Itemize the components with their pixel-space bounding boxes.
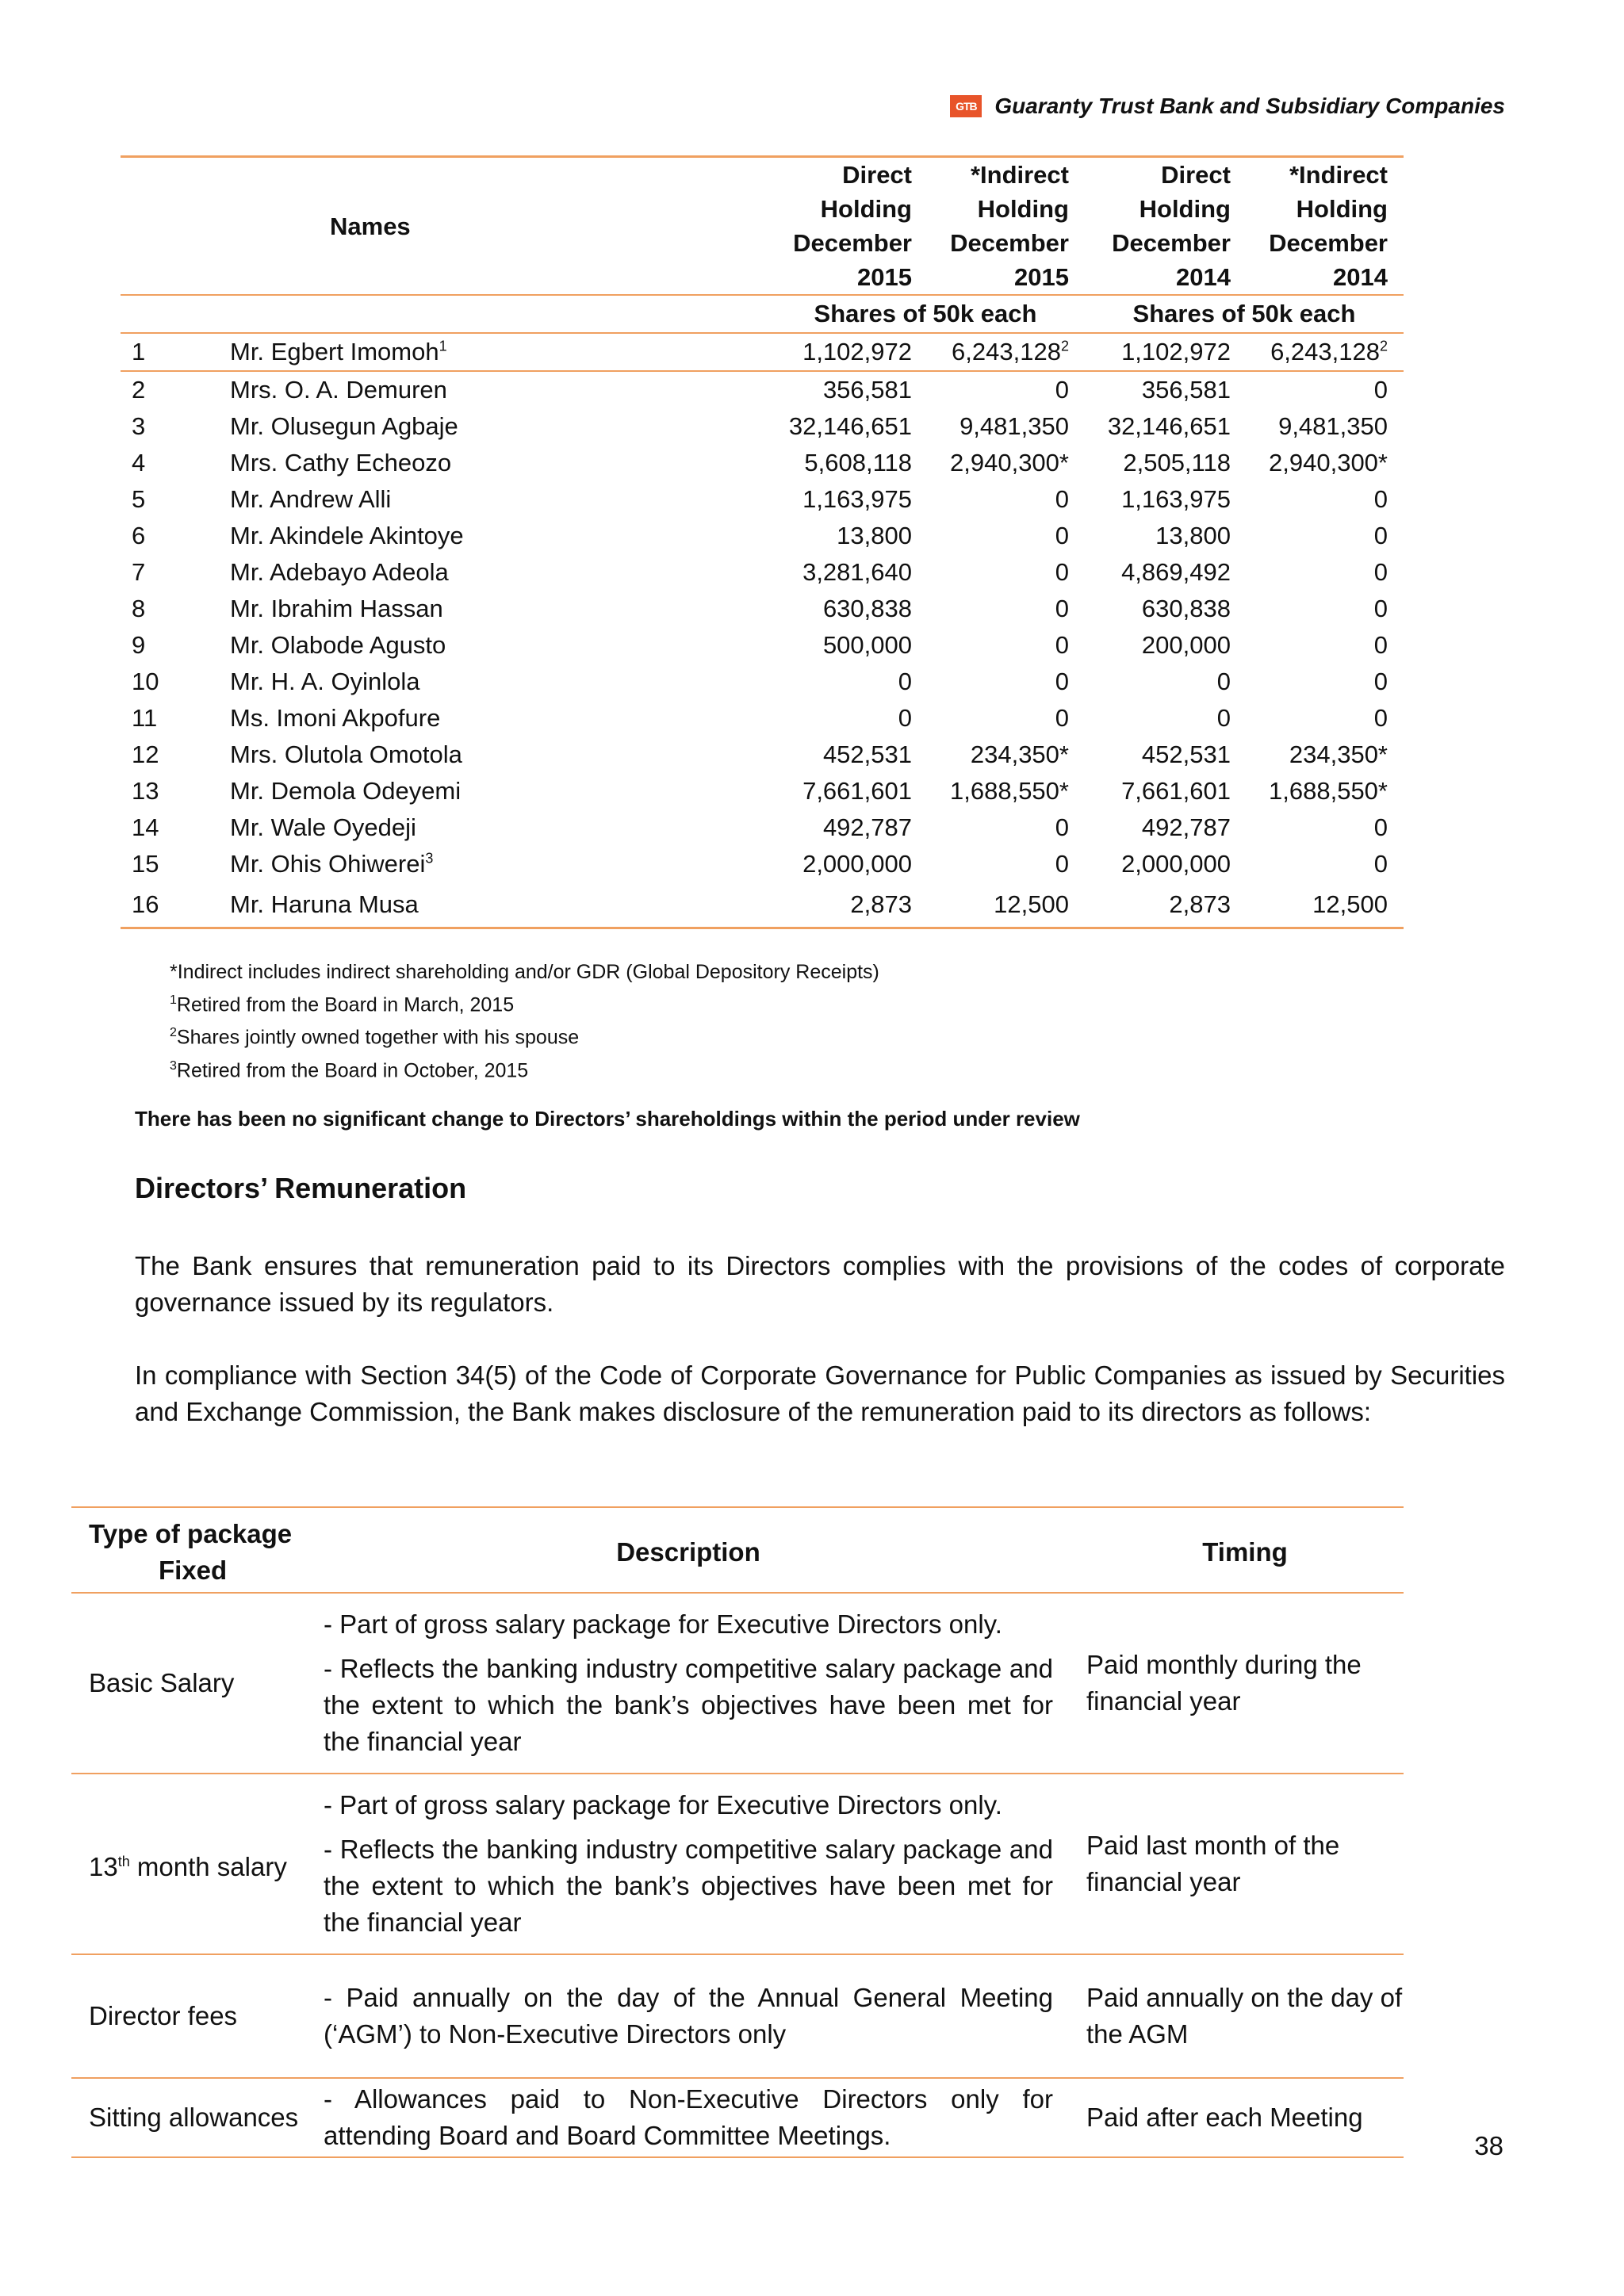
indirect-2014 — [1247, 333, 1404, 371]
direct-2015: 452,531 — [822, 740, 912, 768]
paragraph: The Bank ensures that remuneration paid to its Directors complies with the provisions of the codes of corporate governance issued by its regulators. — [135, 1251, 1505, 1317]
table-row — [71, 2078, 1404, 2157]
indirect-2015 — [928, 481, 1085, 518]
units-2015: Shares of 50k each — [766, 295, 1085, 333]
direct-2014: 7,661,601 — [1121, 777, 1231, 805]
cell-text: 0 — [1055, 850, 1069, 878]
cell-text: Mr. Olusegun Agbaje — [230, 412, 458, 440]
footnote — [170, 1019, 879, 1051]
holdings-units-row — [121, 295, 1404, 333]
description-line: - Reflects the banking industry competitive salary package and the extent to which the bank’s objectives have been met for the financial year — [324, 1654, 1053, 1756]
direct-2014: 4,869,492 — [1121, 558, 1231, 586]
cell-text: 0 — [1055, 704, 1069, 732]
cell-text: Ms. Imoni Akpofure — [230, 704, 441, 732]
indirect-2015 — [928, 737, 1085, 773]
indirect-2015 — [928, 554, 1085, 591]
table-row — [121, 445, 1404, 481]
cell-text: 0 — [1055, 668, 1069, 695]
package-timing: Paid annually on the day of the AGM — [1086, 1983, 1403, 2049]
row-number: 12 — [132, 740, 159, 768]
indirect-2014 — [1247, 664, 1404, 700]
header-description: Description — [616, 1537, 760, 1567]
cell-text: Mr. Olabode Agusto — [230, 631, 446, 659]
indirect-2015 — [928, 445, 1085, 481]
page-header — [950, 94, 1505, 119]
indirect-2015 — [928, 846, 1085, 882]
table-row — [121, 554, 1404, 591]
cell-text: Mr. Ibrahim Hassan — [230, 595, 443, 622]
cell-text: 0 — [1373, 522, 1388, 549]
header-title: Guaranty Trust Bank and Subsidiary Companies — [994, 94, 1505, 118]
row-number: 5 — [132, 485, 146, 513]
director-name — [230, 882, 766, 928]
cell-text: 234,350* — [1289, 740, 1388, 768]
header-direct-2014: Direct Holding December 2014 — [1112, 161, 1231, 291]
direct-2015: 1,102,972 — [766, 333, 928, 371]
row-number: 16 — [121, 882, 230, 928]
package-type-text: Basic Salary — [89, 1668, 235, 1697]
direct-2015: 3,281,640 — [802, 558, 912, 586]
row-number: 15 — [132, 850, 159, 878]
direct-2015: 5,608,118 — [804, 449, 912, 476]
superscript: 2 — [1060, 338, 1069, 354]
footnote — [170, 1052, 879, 1085]
cell-text: 1,688,550* — [1269, 777, 1388, 805]
cell-text: Mrs. O. A. Demuren — [230, 376, 447, 404]
cell-text: Mr. Akindele Akintoye — [230, 522, 464, 549]
cell-text: 0 — [1373, 376, 1388, 404]
indirect-2014 — [1247, 737, 1404, 773]
package-type-text: 13 — [89, 1851, 118, 1881]
cell-text: 0 — [1055, 558, 1069, 586]
description-line: - Paid annually on the day of the Annual General Meeting (‘AGM’) to Non-Executive Directors only — [324, 1983, 1053, 2049]
director-name — [230, 554, 766, 591]
header-type-of-package: Type of package Fixed — [89, 1519, 293, 1585]
indirect-2014 — [1247, 773, 1404, 809]
indirect-2015 — [928, 371, 1085, 408]
indirect-2014 — [1247, 882, 1404, 928]
footnotes — [170, 958, 879, 1085]
package-type — [71, 1593, 324, 1774]
row-number: 3 — [132, 412, 146, 440]
director-name — [230, 700, 766, 737]
row-number: 8 — [132, 595, 146, 622]
direct-2015: 13,800 — [837, 522, 912, 549]
indirect-2014 — [1247, 809, 1404, 846]
row-number: 7 — [132, 558, 146, 586]
footnote-text: Retired from the Board in October, 2015 — [176, 1058, 529, 1081]
cell-text: Mrs. Olutola Omotola — [230, 740, 462, 768]
table-row — [121, 664, 1404, 700]
cell-text: Mr. Egbert Imomoh — [230, 338, 439, 365]
footnote-marker: 1 — [170, 993, 177, 1007]
indirect-2014 — [1247, 700, 1404, 737]
direct-2015: 2,000,000 — [802, 850, 912, 878]
direct-2014: 1,102,972 — [1085, 333, 1247, 371]
cell-text: 0 — [1373, 485, 1388, 513]
indirect-2015 — [928, 518, 1085, 554]
direct-2015: 356,581 — [822, 376, 912, 404]
footnote — [170, 986, 879, 1019]
description-line: - Part of gross salary package for Executive Directors only. — [324, 1790, 1002, 1820]
package-type-text: Sitting allowances — [89, 2103, 299, 2132]
description-line: - Allowances paid to Non-Executive Directors only for attending Board and Board Committee Meetings. — [324, 2084, 1053, 2150]
holdings-body — [121, 333, 1404, 928]
superscript: th — [117, 1853, 130, 1869]
cell-text: Mr. Andrew Alli — [230, 485, 392, 513]
cell-text: Mr. Haruna Musa — [230, 890, 419, 918]
table-row — [121, 408, 1404, 445]
cell-text: 0 — [1373, 704, 1388, 732]
director-name — [230, 809, 766, 846]
no-change-note: There has been no significant change to Directors’ shareholdings within the period under review — [135, 1107, 1080, 1131]
row-number: 10 — [132, 668, 159, 695]
cell-text: 6,243,128 — [952, 338, 1061, 365]
direct-2014: 2,505,118 — [1123, 449, 1231, 476]
direct-2015: 2,873 — [766, 882, 928, 928]
director-name — [230, 627, 766, 664]
indirect-2015 — [928, 627, 1085, 664]
director-name — [230, 481, 766, 518]
director-name — [230, 846, 766, 882]
footnote — [170, 958, 879, 986]
cell-text: 12,500 — [1312, 890, 1388, 918]
indirect-2015 — [928, 700, 1085, 737]
cell-text: 0 — [1055, 522, 1069, 549]
row-number: 13 — [132, 777, 159, 805]
director-name — [230, 408, 766, 445]
row-number: 14 — [132, 813, 159, 841]
footnote-marker: 2 — [170, 1026, 177, 1040]
row-number: 2 — [132, 376, 146, 404]
indirect-2015 — [928, 664, 1085, 700]
indirect-2014 — [1247, 371, 1404, 408]
indirect-2014 — [1247, 591, 1404, 627]
table-row — [121, 700, 1404, 737]
cell-text: 12,500 — [994, 890, 1069, 918]
table-row — [71, 1954, 1404, 2078]
package-description — [324, 1593, 1071, 1774]
package-type — [71, 1774, 324, 1954]
row-number: 4 — [132, 449, 146, 476]
remuneration-header-row — [71, 1507, 1404, 1593]
director-name — [230, 518, 766, 554]
package-description — [324, 2078, 1071, 2157]
row-number: 6 — [132, 522, 146, 549]
superscript: 3 — [425, 850, 434, 867]
cell-text: Mr. Wale Oyedeji — [230, 813, 416, 841]
package-timing: Paid last month of the financial year — [1086, 1831, 1340, 1896]
table-row — [121, 627, 1404, 664]
remuneration-table — [71, 1506, 1404, 2158]
indirect-2015 — [928, 408, 1085, 445]
direct-2015: 7,661,601 — [802, 777, 912, 805]
cell-text: Mrs. Cathy Echeozo — [230, 449, 452, 476]
superscript: 2 — [1379, 338, 1388, 354]
table-row — [121, 481, 1404, 518]
superscript: 1 — [439, 338, 447, 354]
header-timing: Timing — [1202, 1537, 1288, 1567]
cell-text: Mr. H. A. Oyinlola — [230, 668, 420, 695]
footnote-text: Retired from the Board in March, 2015 — [176, 993, 515, 1016]
direct-2015: 492,787 — [822, 813, 912, 841]
direct-2014: 32,146,651 — [1107, 412, 1231, 440]
package-timing: Paid after each Meeting — [1086, 2103, 1363, 2132]
direct-2014: 200,000 — [1141, 631, 1231, 659]
cell-text: 0 — [1055, 485, 1069, 513]
cell-text: Mr. Adebayo Adeola — [230, 558, 449, 586]
package-description — [324, 1774, 1071, 1954]
cell-text: Mr. Ohis Ohiwerei — [230, 850, 426, 878]
header-indirect-2015: *Indirect Holding December 2015 — [950, 161, 1069, 291]
director-name — [230, 664, 766, 700]
indirect-2015 — [928, 882, 1085, 928]
remuneration-body — [71, 1593, 1404, 2157]
director-name — [230, 445, 766, 481]
director-name — [230, 371, 766, 408]
table-row — [121, 591, 1404, 627]
direct-2015: 500,000 — [822, 631, 912, 659]
direct-2015: 630,838 — [822, 595, 912, 622]
indirect-2014 — [1247, 518, 1404, 554]
direct-2014: 0 — [1216, 668, 1231, 695]
table-row — [121, 846, 1404, 882]
indirect-2014 — [1247, 846, 1404, 882]
units-2014: Shares of 50k each — [1085, 295, 1404, 333]
description-line: - Part of gross salary package for Executive Directors only. — [324, 1609, 1002, 1639]
package-type-text: Director fees — [89, 2001, 238, 2030]
cell-text: 0 — [1373, 850, 1388, 878]
director-name — [230, 773, 766, 809]
cell-text: 9,481,350 — [959, 412, 1069, 440]
indirect-2014 — [1247, 627, 1404, 664]
direct-2014: 356,581 — [1141, 376, 1231, 404]
table-row — [71, 1593, 1404, 1774]
indirect-2014 — [1247, 445, 1404, 481]
direct-2014: 630,838 — [1141, 595, 1231, 622]
footnote-text: *Indirect includes indirect shareholding and/or GDR (Global Depository Receipts) — [170, 961, 879, 983]
cell-text: 0 — [1055, 813, 1069, 841]
indirect-2014 — [1247, 408, 1404, 445]
direct-2014: 13,800 — [1155, 522, 1231, 549]
holdings-header-row — [121, 157, 1404, 296]
direct-2014: 2,000,000 — [1121, 850, 1231, 878]
header-indirect-2014: *Indirect Holding December 2014 — [1269, 161, 1388, 291]
description-line: - Reflects the banking industry competitive salary package and the extent to which the bank’s objectives have been met for the financial year — [324, 1835, 1053, 1937]
director-name — [230, 737, 766, 773]
cell-text: 0 — [1055, 376, 1069, 404]
direct-2014: 1,163,975 — [1121, 485, 1231, 513]
cell-text: 9,481,350 — [1278, 412, 1388, 440]
cell-text: 234,350* — [970, 740, 1069, 768]
page-number: 38 — [1474, 2131, 1503, 2160]
table-row — [121, 518, 1404, 554]
director-shareholdings-table — [121, 155, 1404, 929]
indirect-2015 — [928, 773, 1085, 809]
package-description — [324, 1954, 1071, 2078]
bank-logo: GTB — [950, 95, 982, 117]
cell-text: 0 — [1373, 631, 1388, 659]
table-row — [121, 773, 1404, 809]
direct-2015: 0 — [898, 668, 912, 695]
cell-text: Mr. Demola Odeyemi — [230, 777, 462, 805]
paragraph: In compliance with Section 34(5) of the Code of Corporate Governance for Public Companies as issued by Securities and Exchange Commission, the Bank makes disclosure of the remuneration paid to its directors as follows: — [135, 1360, 1505, 1426]
direct-2015: 0 — [898, 704, 912, 732]
footnote-text: Shares jointly owned together with his spouse — [176, 1026, 580, 1049]
director-name — [230, 333, 766, 371]
header-direct-2015: Direct Holding December 2015 — [793, 161, 912, 291]
indirect-2015 — [928, 333, 1085, 371]
indirect-2015 — [928, 809, 1085, 846]
package-type — [71, 1954, 324, 2078]
cell-text: 6,243,128 — [1270, 338, 1380, 365]
cell-text: 0 — [1373, 595, 1388, 622]
table-row — [71, 1774, 1404, 1954]
cell-text: 2,940,300* — [950, 449, 1069, 476]
row-number: 1 — [121, 333, 230, 371]
row-number: 11 — [132, 704, 158, 732]
direct-2014: 452,531 — [1141, 740, 1231, 768]
table-row — [121, 737, 1404, 773]
package-timing: Paid monthly during the financial year — [1086, 1650, 1362, 1716]
direct-2014: 492,787 — [1141, 813, 1231, 841]
table-row — [121, 333, 1404, 371]
direct-2015: 32,146,651 — [788, 412, 912, 440]
table-row — [121, 371, 1404, 408]
section-title: Directors’ Remuneration — [135, 1172, 467, 1204]
cell-text: 2,940,300* — [1269, 449, 1388, 476]
footnote-marker: 3 — [170, 1058, 177, 1073]
cell-text: 0 — [1055, 595, 1069, 622]
cell-text: 0 — [1055, 631, 1069, 659]
direct-2014: 2,873 — [1085, 882, 1247, 928]
director-name — [230, 591, 766, 627]
cell-text: 0 — [1373, 813, 1388, 841]
row-number: 9 — [132, 631, 146, 659]
indirect-2014 — [1247, 481, 1404, 518]
cell-text: 0 — [1373, 668, 1388, 695]
indirect-2014 — [1247, 554, 1404, 591]
cell-text: 1,688,550* — [950, 777, 1069, 805]
direct-2014: 0 — [1216, 704, 1231, 732]
table-row — [121, 809, 1404, 846]
direct-2015: 1,163,975 — [802, 485, 912, 513]
cell-text: 0 — [1373, 558, 1388, 586]
table-row — [121, 882, 1404, 928]
indirect-2015 — [928, 591, 1085, 627]
package-type — [71, 2078, 324, 2157]
header-names: Names — [330, 212, 411, 240]
package-type-text: month salary — [129, 1851, 287, 1881]
